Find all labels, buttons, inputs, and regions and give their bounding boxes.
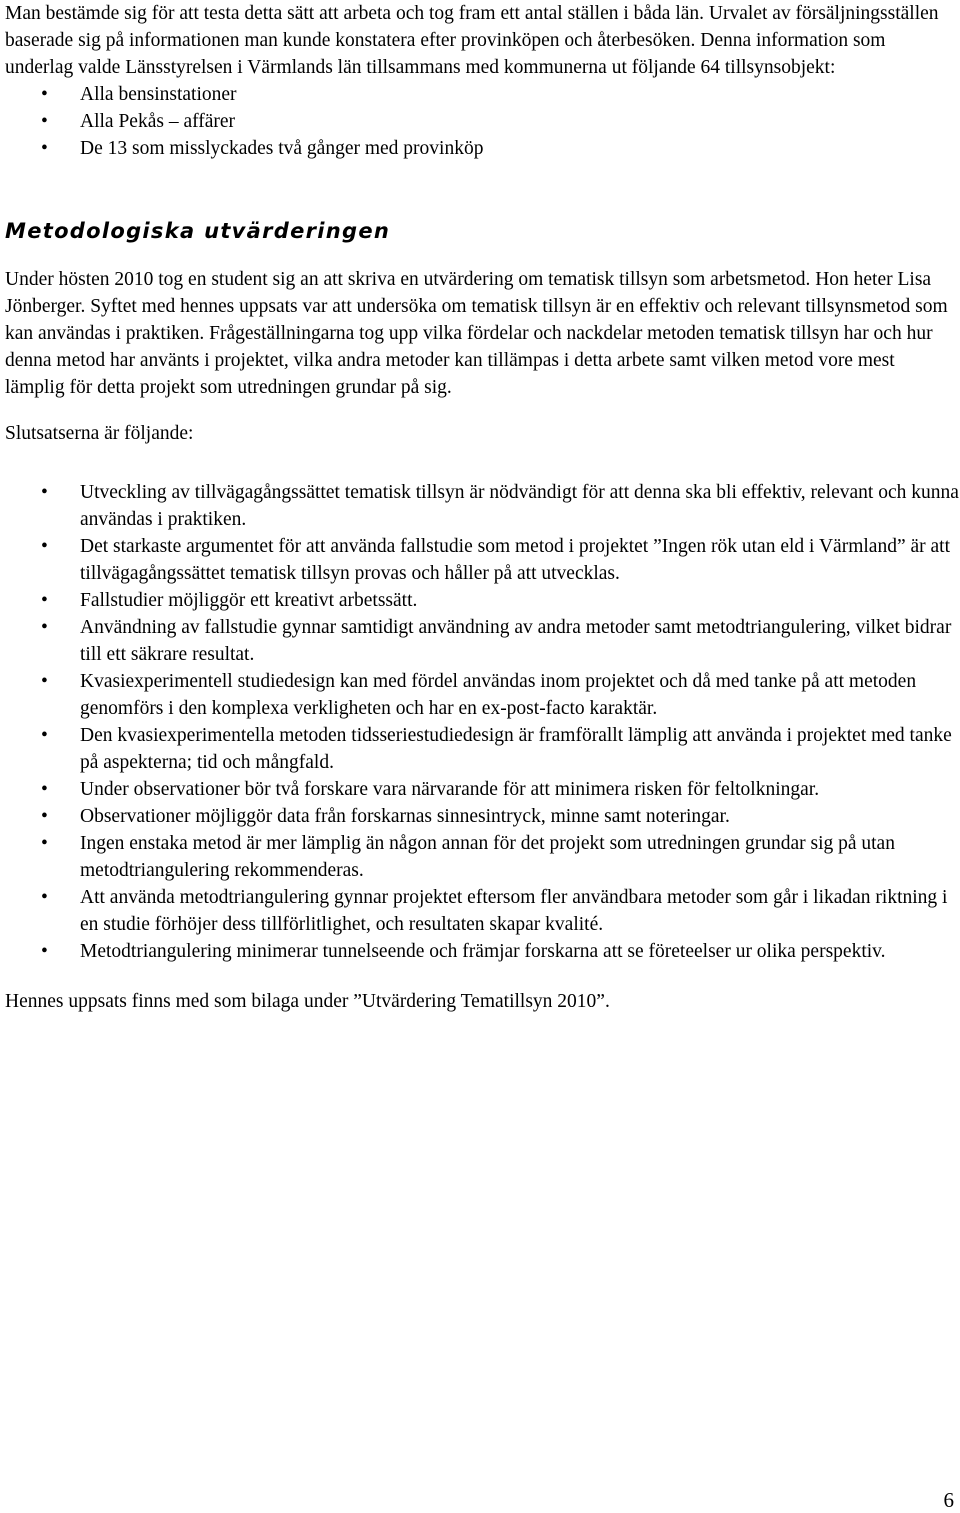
section-heading: Metodologiska utvärderingen: [5, 219, 391, 243]
bullet-icon: •: [41, 779, 48, 800]
bullet-icon: •: [41, 887, 48, 908]
bullet-icon: •: [41, 725, 48, 746]
list-item: [5, 830, 960, 884]
conclusions-list: [5, 479, 960, 965]
list-item-text: Alla Pekås – affärer: [80, 111, 236, 132]
inspection-objects-list: [5, 81, 955, 162]
evaluation-paragraph: Under hösten 2010 tog en student sig an att skriva en utvärdering om tematisk tillsyn som arbetsmetod. Hon heter Lisa Jönberger. Syftet med hennes uppsats var att undersöka om tematisk tillsyn är en effektiv och relevant tillsynsmetod som kan användas i praktiken. Frågeställningarna tog upp vilka fördelar och nackdelar metoden tematisk tillsyn har och hur denna metod har använts i projektet, vilka andra metoder kan tillämpas i detta arbete samt vilken metod vore mest lämplig för detta projekt som utredningen grundar på sig.: [5, 269, 948, 398]
list-item: [5, 884, 960, 938]
list-item: [5, 533, 960, 587]
page-number: 6: [943, 1488, 954, 1512]
list-item-text: De 13 som misslyckades två gånger med provinköp: [80, 138, 484, 159]
list-item-text: Att använda metodtriangulering gynnar projektet eftersom fler användbara metoder som går i likadan riktning i en studie förhöjer dess tillförlitlighet, och resultaten skapar kvalité.: [80, 887, 948, 935]
conclusions-intro: Slutsatserna är följande:: [5, 423, 194, 444]
bullet-icon: •: [41, 138, 48, 159]
intro-paragraph: Man bestämde sig för att testa detta sätt att arbeta och tog fram ett antal ställen i båda län. Urvalet av försäljningsställen baserade sig på informationen man kunde konstatera efter provinköpen och återbesöken. Denna information som underlag valde Länsstyrelsen i Värmlands län tillsammans med kommunerna ut följande 64 tillsynsobjekt:: [5, 3, 939, 78]
list-item: [5, 479, 960, 533]
list-item-text: Fallstudier möjliggör ett kreativt arbetssätt.: [80, 590, 418, 611]
list-item-text: Det starkaste argumentet för att använda fallstudie som metod i projektet ”Ingen rök utan eld i Värmland” är att tillvägagångssättet tematisk tillsyn provas och håller på att utvecklas.: [80, 536, 950, 584]
bullet-icon: •: [41, 84, 48, 105]
list-item-text: Användning av fallstudie gynnar samtidigt användning av andra metoder samt metodtriangulering, vilket bidrar till ett säkrare resultat.: [80, 617, 952, 665]
list-item-text: Den kvasiexperimentella metoden tidsseriestudiedesign är framförallt lämplig att använda i projektet med tanke på aspekterna; tid och mångfald.: [80, 725, 952, 773]
bullet-icon: •: [41, 806, 48, 827]
list-item: [5, 587, 960, 614]
list-item-text: Metodtriangulering minimerar tunnelseende och främjar forskarna att se företeelser ur olika perspektiv.: [80, 941, 886, 962]
list-item: [5, 668, 960, 722]
list-item: [5, 938, 960, 965]
closing-paragraph: Hennes uppsats finns med som bilaga under ”Utvärdering Tematillsyn 2010”.: [5, 991, 610, 1012]
bullet-icon: •: [41, 536, 48, 557]
list-item-text: Utveckling av tillvägagångssättet tematisk tillsyn är nödvändigt för att denna ska bli effektiv, relevant och kunna användas i praktiken.: [80, 482, 959, 530]
list-item: [5, 108, 955, 135]
bullet-icon: •: [41, 482, 48, 503]
list-item-text: Ingen enstaka metod är mer lämplig än någon annan för det projekt som utredningen grundar sig på utan metodtriangulering rekommenderas.: [80, 833, 895, 881]
bullet-icon: •: [41, 111, 48, 132]
list-item-text: Observationer möjliggör data från forskarnas sinnesintryck, minne samt noteringar.: [80, 806, 730, 827]
bullet-icon: •: [41, 941, 48, 962]
list-item: [5, 722, 960, 776]
list-item: [5, 614, 960, 668]
list-item: [5, 135, 955, 162]
list-item: [5, 803, 960, 830]
bullet-icon: •: [41, 671, 48, 692]
bullet-icon: •: [41, 590, 48, 611]
list-item: [5, 81, 955, 108]
list-item-text: Kvasiexperimentell studiedesign kan med fördel användas inom projektet och då med tanke på att metoden genomförs i den komplexa verkligheten och har en ex-post-facto karaktär.: [80, 671, 917, 719]
list-item-text: Alla bensinstationer: [80, 84, 237, 105]
bullet-icon: •: [41, 833, 48, 854]
bullet-icon: •: [41, 617, 48, 638]
list-item: [5, 776, 960, 803]
list-item-text: Under observationer bör två forskare vara närvarande för att minimera risken för feltolkningar.: [80, 779, 820, 800]
document-page: [5, 0, 959, 1015]
